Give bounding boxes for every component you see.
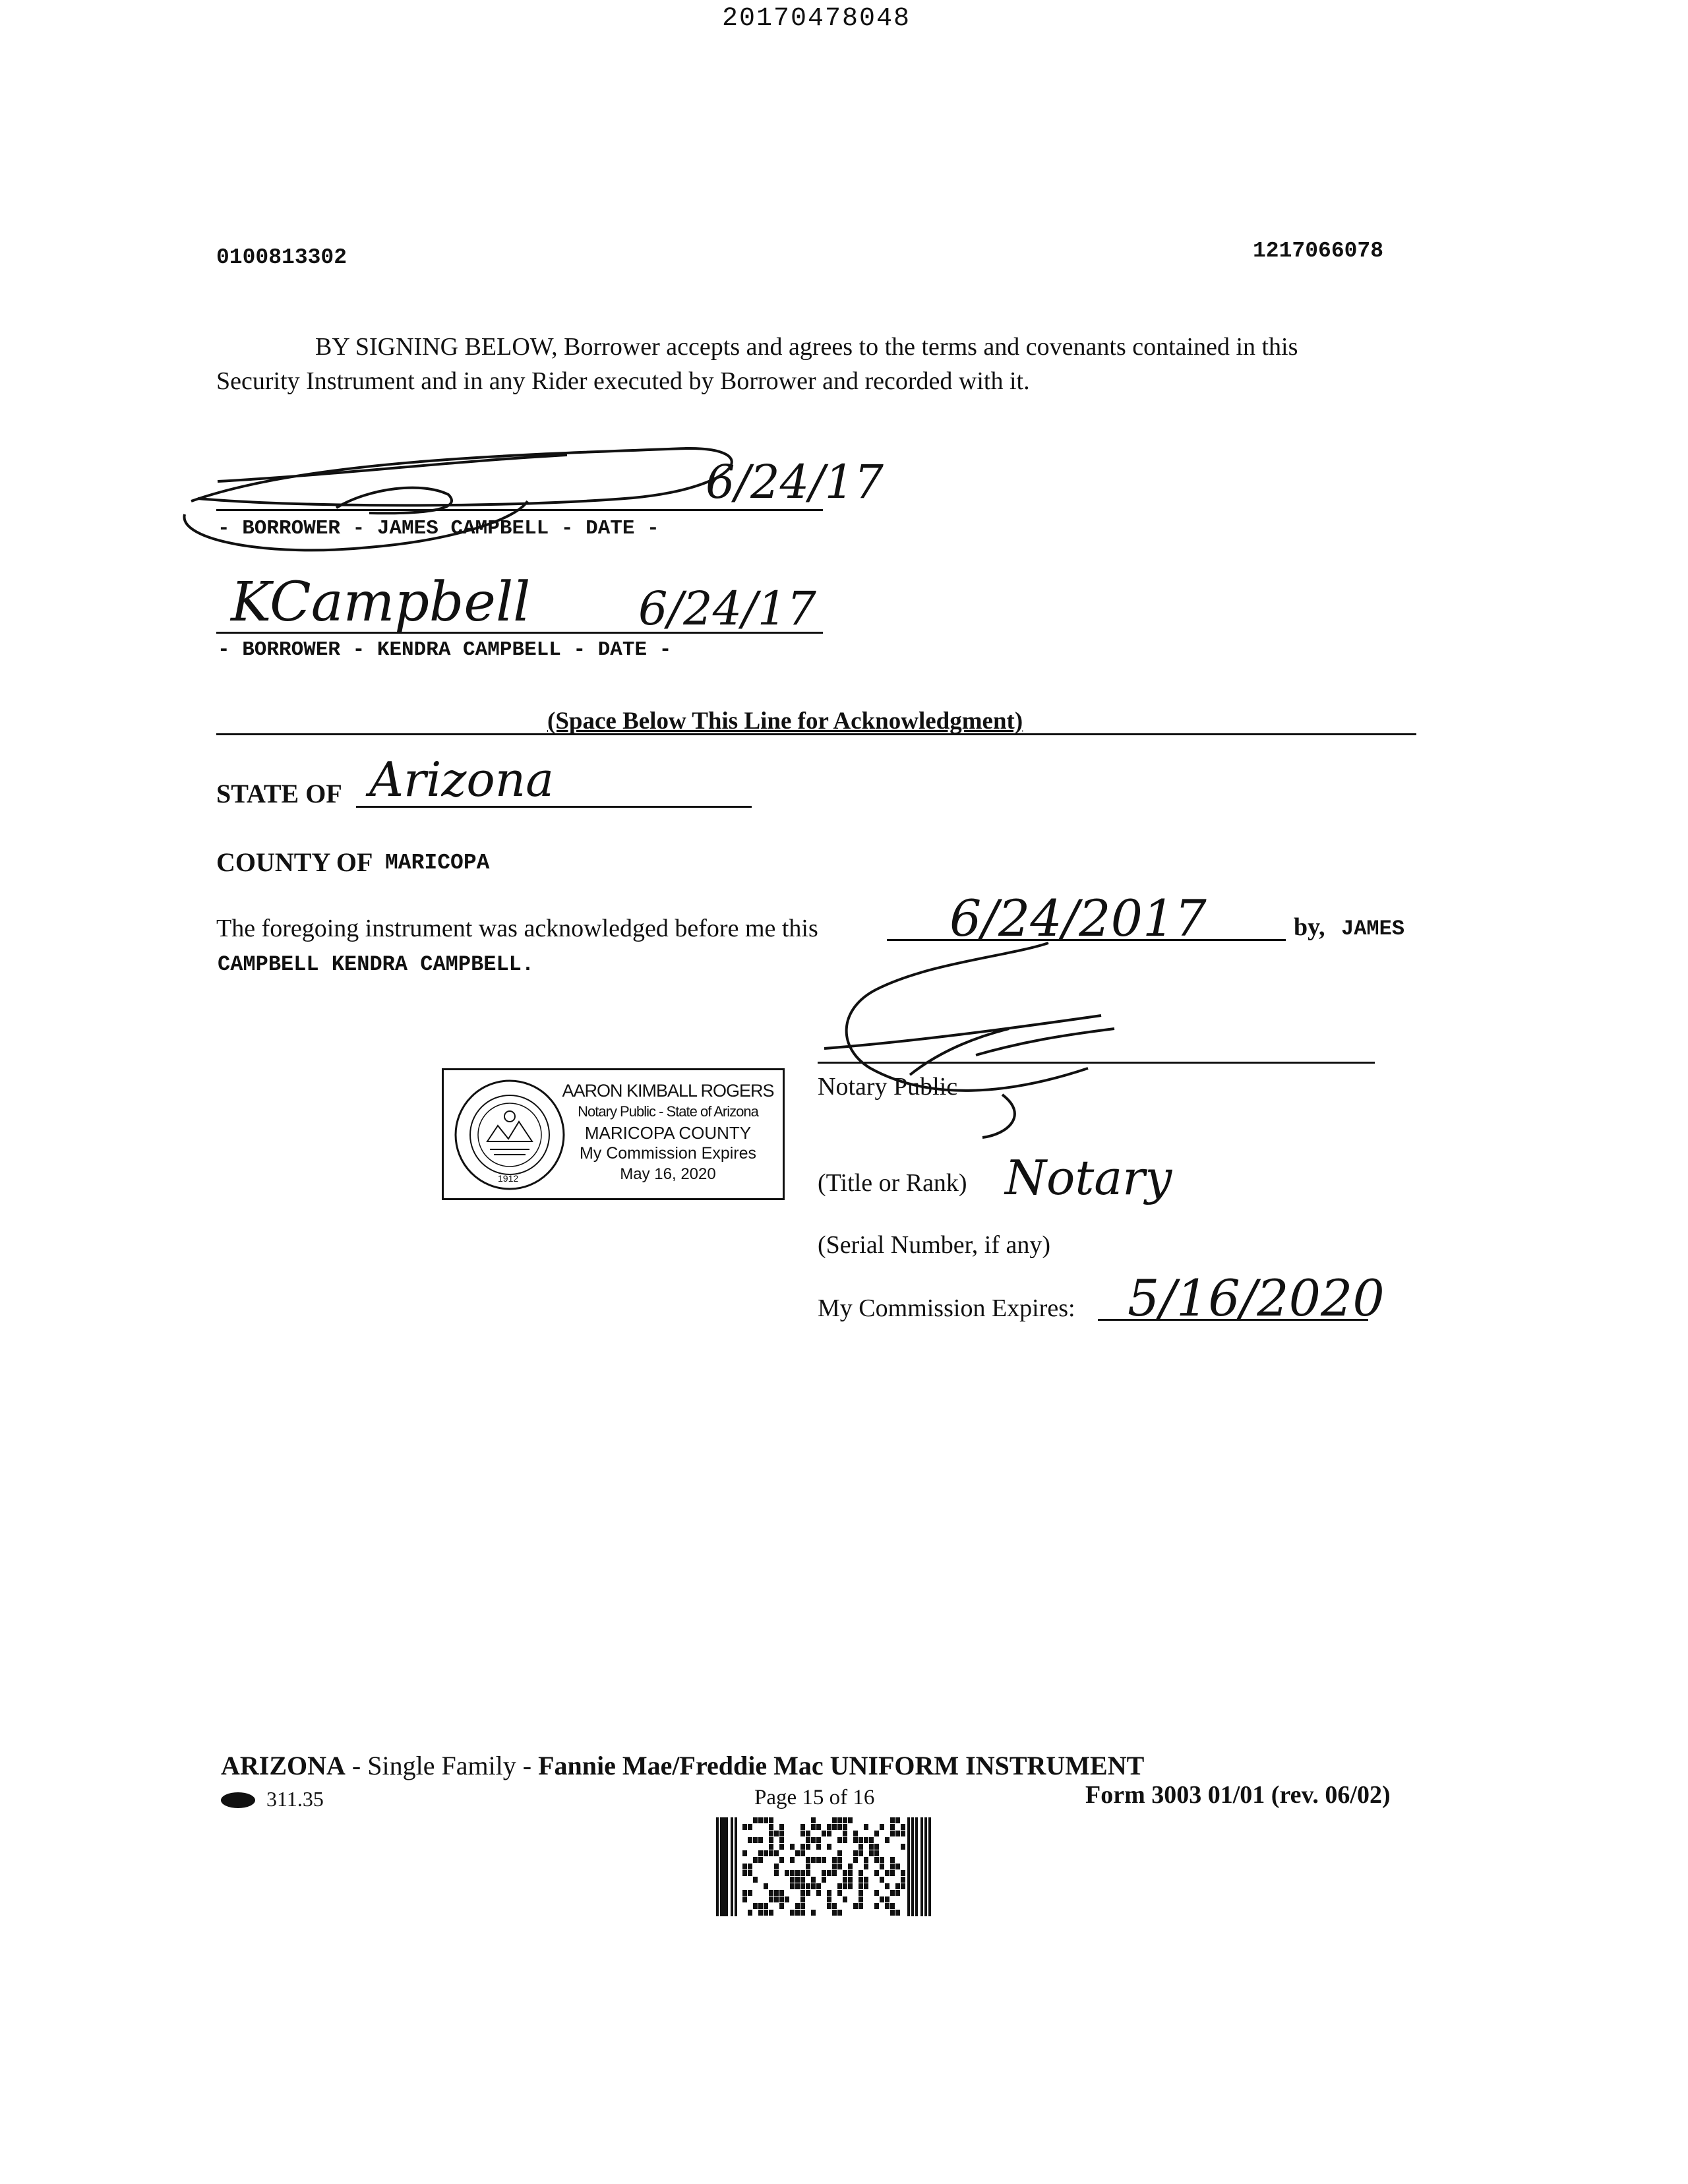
notary-stamp-name: AARON KIMBALL ROGERS: [562, 1081, 774, 1101]
notary-stamp: [442, 1068, 785, 1200]
footer-form-code: 311.35: [266, 1787, 324, 1811]
names-line1: JAMES: [1341, 917, 1405, 941]
loan-number: 0100813302: [216, 245, 347, 270]
commission-expires-value: 5/16/2020: [1128, 1269, 1385, 1327]
notary-stamp-county: MARICOPA COUNTY: [584, 1123, 752, 1143]
commission-expires-label: My Commission Expires:: [818, 1294, 1075, 1322]
title-rank-label: (Title or Rank): [818, 1169, 967, 1197]
county-value: MARICOPA: [385, 851, 490, 875]
notary-stamp-commission-label: My Commission Expires: [579, 1144, 757, 1163]
barcode-icon: [716, 1817, 934, 1916]
footer-form-name: Fannie Mae/Freddie Mac UNIFORM INSTRUMENT: [538, 1751, 1145, 1780]
state-line: [356, 806, 752, 808]
state-value: Arizona: [369, 752, 555, 807]
borrower2-signature-line: [216, 632, 823, 634]
footer-form-number: Form 3003 01/01 (rev. 06/02): [1085, 1781, 1391, 1809]
footer-form-title: [221, 1750, 1144, 1781]
state-label: STATE OF: [216, 779, 342, 808]
form-logo-icon: [221, 1792, 255, 1808]
borrower2-date: 6/24/17: [638, 582, 816, 636]
recording-number: 20170478048: [722, 4, 911, 34]
title-rank-value: Notary: [1005, 1150, 1172, 1205]
footer-page-label: Page 15 of 16: [754, 1786, 875, 1809]
foregoing-date: 6/24/2017: [950, 889, 1207, 948]
county-label: COUNTY OF: [216, 847, 373, 877]
footer-state: ARIZONA: [221, 1751, 346, 1780]
borrower1-date: 6/24/17: [706, 455, 884, 509]
notary-stamp-title: Notary Public - State of Arizona: [578, 1103, 758, 1120]
notary-signature-line: [818, 1062, 1375, 1064]
acknowledgment-divider-label: (Space Below This Line for Acknowledgment): [547, 708, 1023, 735]
commission-expires-line: [1098, 1319, 1368, 1321]
by-label: by,: [1294, 913, 1325, 941]
names-line2: CAMPBELL KENDRA CAMPBELL.: [218, 952, 535, 977]
serial-number-label: (Serial Number, if any): [818, 1231, 1051, 1259]
borrower1-label: - BORROWER - JAMES CAMPBELL - DATE -: [218, 517, 659, 540]
notary-public-label: Notary Public: [818, 1073, 958, 1101]
notary-stamp-commission-date: May 16, 2020: [620, 1165, 716, 1183]
notary-signature: [811, 930, 1114, 1141]
signing-paragraph-line2: Security Instrument and in any Rider executed by Borrower and recorded with it.: [216, 367, 1030, 395]
foregoing-text: The foregoing instrument was acknowledged before me this: [216, 915, 818, 942]
borrower1-signature-line: [216, 509, 823, 511]
borrower2-signature: KCampbell: [231, 571, 531, 634]
seal-year: 1912: [498, 1173, 519, 1184]
footer-form-type: - Single Family -: [345, 1751, 539, 1780]
min-number: 1217066078: [1253, 239, 1384, 263]
borrower2-label: - BORROWER - KENDRA CAMPBELL - DATE -: [218, 638, 672, 661]
signing-paragraph-line1: BY SIGNING BELOW, Borrower accepts and agrees to the terms and covenants contained in this: [315, 333, 1298, 361]
